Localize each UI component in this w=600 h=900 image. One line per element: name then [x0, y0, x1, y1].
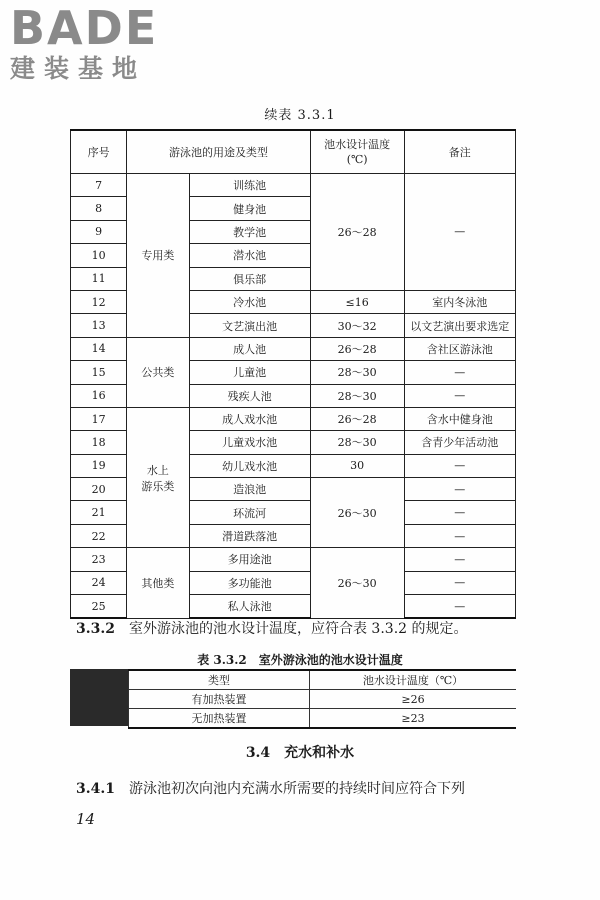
group-label: 其他类 — [127, 548, 189, 619]
header-temp: 池水设计温度 (℃) — [310, 130, 404, 174]
row-name: 造浪池 — [189, 478, 310, 501]
row-name: 成人池 — [189, 337, 310, 360]
logo-wordmark: BADE — [10, 1, 159, 55]
clause-3-4-1 — [76, 778, 566, 798]
page-number: 14 — [76, 810, 96, 828]
row-temp: 28～30 — [310, 384, 404, 407]
row-name: 训练池 — [189, 174, 310, 197]
group-label: 水上 游乐类 — [127, 407, 189, 547]
row-no: 21 — [71, 501, 127, 524]
row-name: 成人戏水池 — [189, 407, 310, 430]
row-no: 10 — [71, 244, 127, 267]
row-no: 22 — [71, 524, 127, 547]
pool-temperature-table — [70, 129, 516, 619]
row-no: 9 — [71, 220, 127, 243]
row-remark: 含水中健身池 — [404, 407, 515, 430]
row-remark: — — [404, 361, 515, 384]
row-temp: 28～30 — [310, 431, 404, 454]
row-remark: 室内冬泳池 — [404, 290, 515, 313]
row-no: 13 — [71, 314, 127, 337]
clause-text: 室外游泳池的池水设计温度，应符合表 3.3.2 的规定。 — [128, 621, 468, 637]
row-name: 私人泳池 — [189, 595, 310, 619]
header-temp: 池水设计温度（℃） — [310, 670, 517, 690]
header-remark: 备注 — [404, 130, 515, 174]
row-name: 儿童戏水池 — [189, 431, 310, 454]
row-temp: 30 — [310, 454, 404, 477]
row-remark: — — [404, 524, 515, 547]
row-temp: 26～28 — [310, 174, 404, 291]
row-name: 教学池 — [189, 220, 310, 243]
clause-number: 3.4.1 — [76, 781, 115, 797]
row-name: 冷水池 — [189, 290, 310, 313]
row-type: 有加热装置 — [129, 690, 310, 709]
row-name: 潜水池 — [189, 244, 310, 267]
row-name: 儿童池 — [189, 361, 310, 384]
row-no: 8 — [71, 197, 127, 220]
header-use: 游泳池的用途及类型 — [127, 130, 310, 174]
row-remark: 含社区游泳池 — [404, 337, 515, 360]
row-temp: 26～28 — [310, 337, 404, 360]
row-no: 25 — [71, 595, 127, 619]
row-no: 20 — [71, 478, 127, 501]
logo-subtitle: 建装基地 — [10, 54, 147, 83]
row-remark: — — [404, 501, 515, 524]
table-header-row — [129, 670, 517, 690]
row-remark: — — [404, 384, 515, 407]
row-remark: — — [404, 595, 515, 619]
group-label: 公共类 — [127, 337, 189, 407]
table-row — [71, 337, 516, 360]
row-name: 俱乐部 — [189, 267, 310, 290]
clause-number: 3.3.2 — [76, 621, 115, 637]
table-row — [71, 407, 516, 430]
row-temp: 26～30 — [310, 548, 404, 619]
row-name: 环流河 — [189, 501, 310, 524]
bade-logo — [10, 1, 180, 84]
row-no: 14 — [71, 337, 127, 360]
row-no: 18 — [71, 431, 127, 454]
table-row — [71, 548, 516, 571]
row-no: 11 — [71, 267, 127, 290]
row-remark: — — [404, 174, 515, 291]
row-remark: 含青少年活动池 — [404, 431, 515, 454]
row-temp: ≥26 — [310, 690, 517, 709]
table2-caption: 表 3.3.2 室外游泳池的池水设计温度 — [197, 653, 403, 667]
clause-3-3-2 — [76, 618, 556, 638]
row-temp: ≥23 — [310, 709, 517, 729]
row-remark: — — [404, 571, 515, 594]
row-remark: — — [404, 454, 515, 477]
row-remark: 以文艺演出要求选定 — [404, 314, 515, 337]
table1-caption: 续表 3.3.1 — [264, 108, 336, 123]
row-temp: ≤16 — [310, 290, 404, 313]
clause-text: 游泳池初次向池内充满水所需要的持续时间应符合下列 — [128, 781, 465, 797]
row-no: 12 — [71, 290, 127, 313]
redaction-block — [70, 669, 128, 726]
group-label: 专用类 — [127, 174, 189, 338]
row-no: 7 — [71, 174, 127, 197]
table-row — [129, 709, 517, 729]
outdoor-pool-table — [128, 669, 516, 729]
table-header-row — [71, 130, 516, 174]
row-name: 幼儿戏水池 — [189, 454, 310, 477]
row-name: 滑道跌落池 — [189, 524, 310, 547]
row-no: 23 — [71, 548, 127, 571]
row-name: 健身池 — [189, 197, 310, 220]
row-temp: 30～32 — [310, 314, 404, 337]
row-no: 24 — [71, 571, 127, 594]
row-temp: 28～30 — [310, 361, 404, 384]
row-temp: 26～28 — [310, 407, 404, 430]
section-heading: 3.4 充水和补水 — [245, 745, 355, 761]
row-no: 17 — [71, 407, 127, 430]
header-type: 类型 — [129, 670, 310, 690]
row-temp: 26～30 — [310, 478, 404, 548]
row-name: 残疾人池 — [189, 384, 310, 407]
table-row — [71, 174, 516, 197]
row-no: 19 — [71, 454, 127, 477]
row-no: 16 — [71, 384, 127, 407]
row-remark: — — [404, 478, 515, 501]
row-remark: — — [404, 548, 515, 571]
header-no: 序号 — [71, 130, 127, 174]
row-name: 文艺演出池 — [189, 314, 310, 337]
row-type: 无加热装置 — [129, 709, 310, 729]
row-no: 15 — [71, 361, 127, 384]
row-name: 多功能池 — [189, 571, 310, 594]
table-row — [129, 690, 517, 709]
row-name: 多用途池 — [189, 548, 310, 571]
